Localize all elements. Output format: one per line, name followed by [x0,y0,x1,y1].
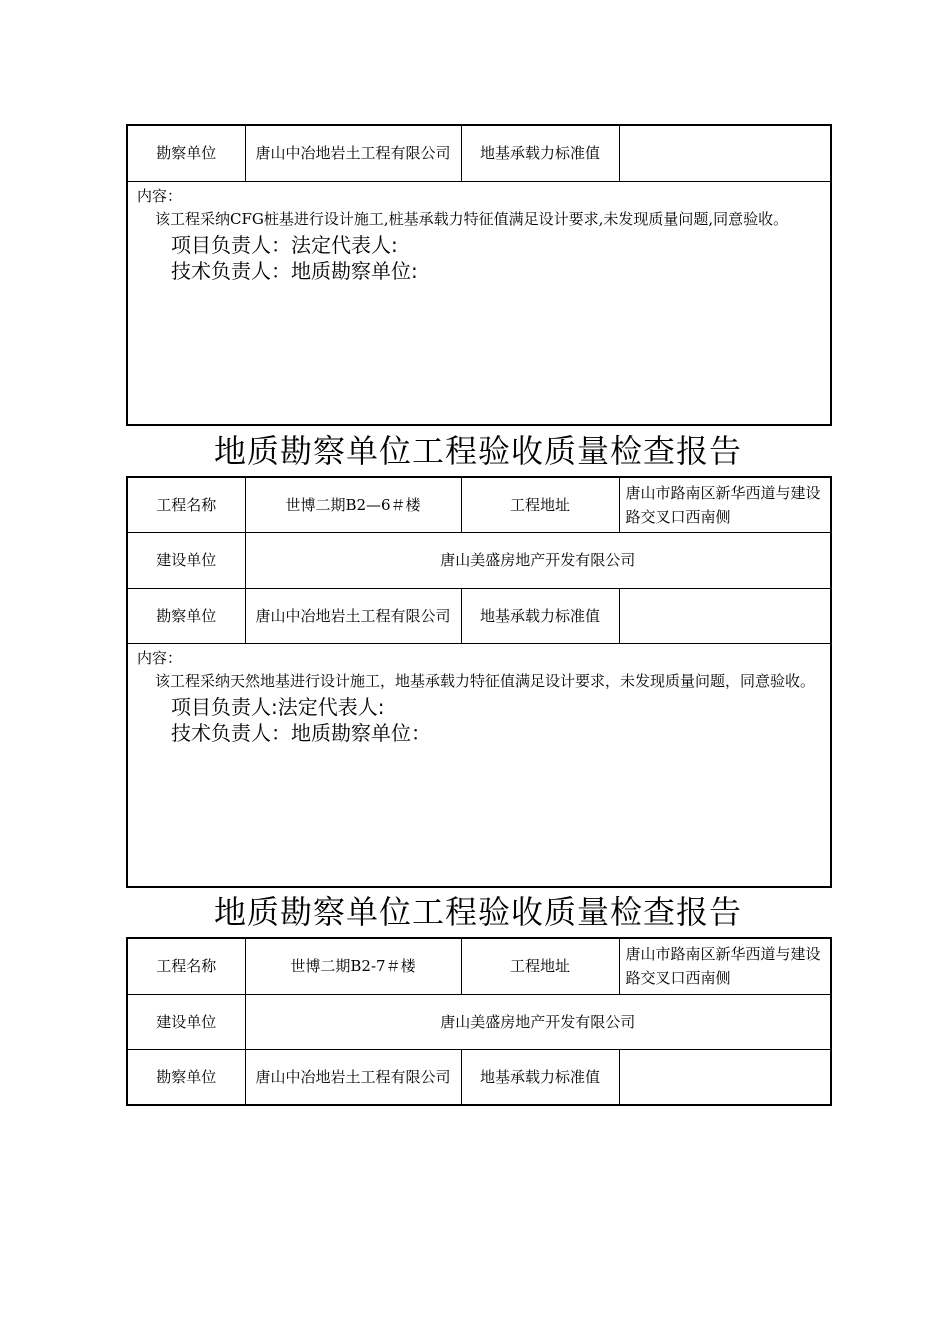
survey-unit-value: 唐山中冶地岩土工程有限公司 [245,588,461,643]
construction-unit-value: 唐山美盛房地产开发有限公司 [245,532,831,588]
signature-line-2: 技术负责人：地质勘察单位： [171,720,431,745]
project-address-value: 唐山市路南区新华西道与建设路交叉口西南侧 [619,938,831,994]
project-name-label: 工程名称 [127,938,245,994]
content-label: 内容： [137,648,183,667]
content-cell [127,643,831,887]
content-cell [127,181,831,425]
construction-unit-value: 唐山美盛房地产开发有限公司 [245,994,831,1049]
survey-unit-label: 勘察单位 [127,1049,245,1105]
project-name-value: 世博二期B2—6＃楼 [245,477,461,532]
survey-unit-label: 勘察单位 [127,125,245,181]
construction-unit-label: 建设单位 [127,994,245,1049]
signature-line-2: 技术负责人：地质勘察单位: [171,258,418,283]
bearing-capacity-value [619,1049,831,1105]
project-address-label: 工程地址 [461,938,619,994]
signature-line-1: 项目负责人:法定代表人: [171,694,385,719]
content-text: 该工程采纳CFG桩基进行设计施工,桩基承载力特征值满足设计要求,未发现质量问题,同意验收。 [155,209,789,228]
project-address-label: 工程地址 [461,477,619,532]
bearing-capacity-label: 地基承载力标准值 [461,588,619,643]
content-text: 该工程采纳天然地基进行设计施工，地基承载力特征值满足设计要求，未发现质量问题，同意验收。 [155,671,816,690]
project-address-value: 唐山市路南区新华西道与建设路交叉口西南侧 [619,477,831,532]
survey-unit-value: 唐山中冶地岩土工程有限公司 [245,1049,461,1105]
report-table-1 [126,124,832,426]
bearing-capacity-label: 地基承载力标准值 [461,125,619,181]
report-title: 地质勘察单位工程验收质量检查报告 [213,893,742,931]
report-table-3 [126,937,832,1106]
bearing-capacity-value [619,588,831,643]
report-title: 地质勘察单位工程验收质量检查报告 [213,432,742,470]
project-name-value: 世博二期B2-7＃楼 [245,938,461,994]
survey-unit-label: 勘察单位 [127,588,245,643]
construction-unit-label: 建设单位 [127,532,245,588]
bearing-capacity-value [619,125,831,181]
signature-line-1: 项目负责人：法定代表人: [171,232,398,257]
project-name-label: 工程名称 [127,477,245,532]
bearing-capacity-label: 地基承载力标准值 [461,1049,619,1105]
content-label: 内容： [137,186,183,205]
report-table-2 [126,476,832,888]
survey-unit-value: 唐山中冶地岩土工程有限公司 [245,125,461,181]
